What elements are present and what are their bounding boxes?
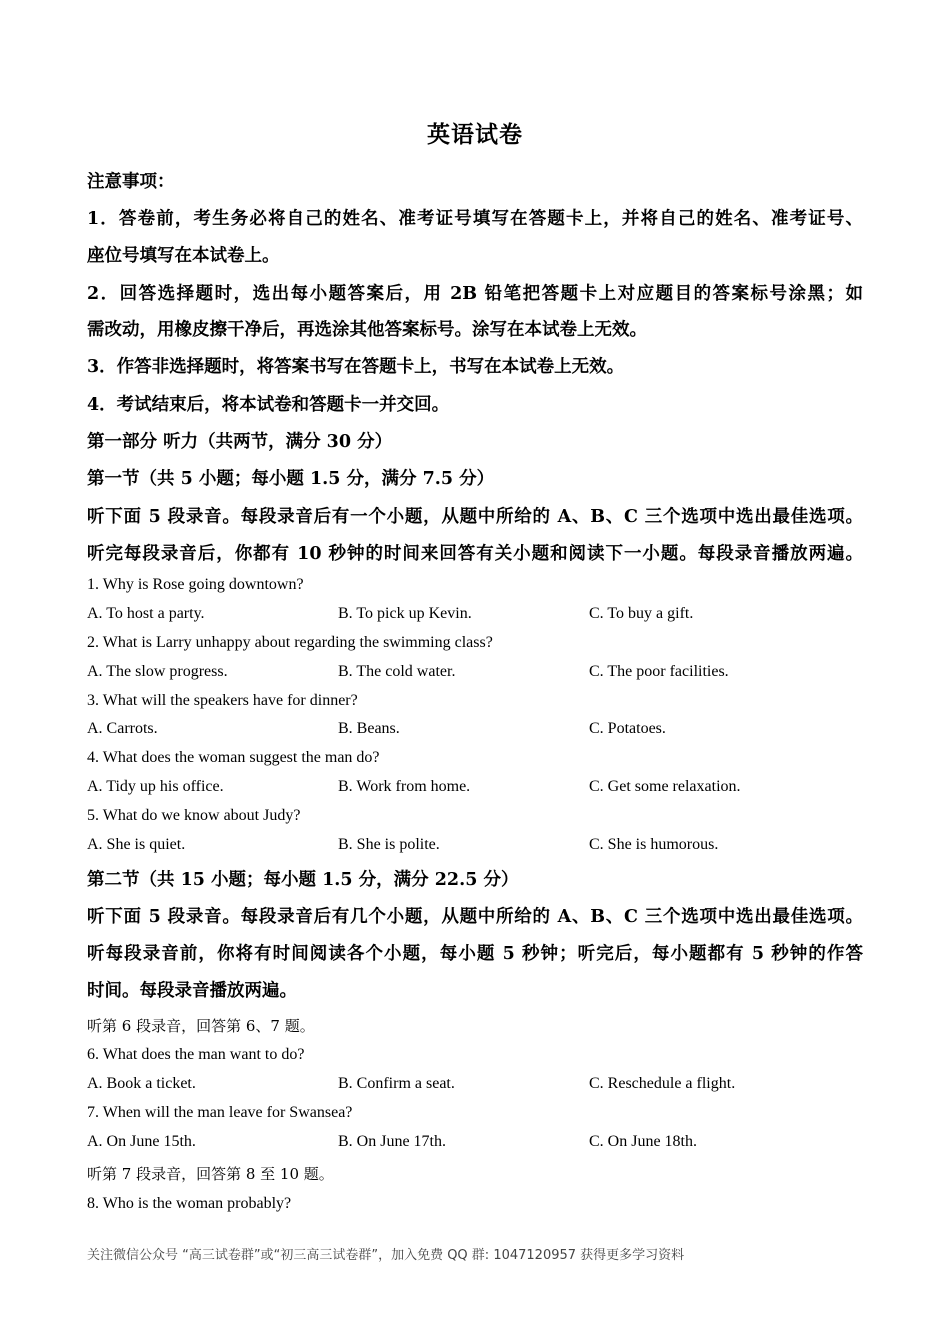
question-6-option-b: B. Confirm a seat. xyxy=(338,1075,455,1092)
question-7-option-b: B. On June 17th. xyxy=(338,1133,446,1150)
question-4: 4. What does the woman suggest the man do? xyxy=(87,749,380,766)
question-1-option-c: C. To buy a gift. xyxy=(589,605,694,622)
question-3-option-c: C. Potatoes. xyxy=(589,720,666,737)
question-1-option-a: A. To host a party. xyxy=(87,605,205,622)
question-1-option-b: B. To pick up Kevin. xyxy=(338,605,472,622)
section-2-heading: 第二节（共 15 小题；每小题 1.5 分，满分 22.5 分） xyxy=(87,870,519,890)
question-4-option-a: A. Tidy up his office. xyxy=(87,778,224,795)
section-1-instruction: 听下面 5 段录音。每段录音后有一个小题，从题中所给的 A、B、C 三个选项中选出最佳选项。 xyxy=(87,507,863,527)
notice-item-1: 1．答卷前，考生务必将自己的姓名、准考证号填写在答题卡上，并将自己的姓名、准考证号、 xyxy=(87,209,863,229)
part-1-heading: 第一部分 听力（共两节，满分 30 分） xyxy=(87,432,393,452)
exam-title: 英语试卷 xyxy=(427,121,523,148)
page-footer: 关注微信公众号 “高三试卷群”或“初三高三试卷群”，加入免费 QQ 群: 1047120957 获得更多学习资料 xyxy=(87,1248,685,1263)
question-3: 3. What will the speakers have for dinner? xyxy=(87,692,358,709)
question-6-option-c: C. Reschedule a flight. xyxy=(589,1075,736,1092)
question-3-option-a: A. Carrots. xyxy=(87,720,158,737)
question-1: 1. Why is Rose going downtown? xyxy=(87,576,304,593)
notice-heading: 注意事项： xyxy=(87,172,175,192)
section-1-instruction-cont: 听完每段录音后，你都有 10 秒钟的时间来回答有关小题和阅读下一小题。每段录音播放两遍。 xyxy=(87,544,863,564)
notice-item-1-cont: 座位号填写在本试卷上。 xyxy=(87,246,280,266)
audio-6-note: 听第 6 段录音，回答第 6、7 题。 xyxy=(87,1017,315,1035)
question-2: 2. What is Larry unhappy about regarding the swimming class? xyxy=(87,634,493,651)
question-2-option-c: C. The poor facilities. xyxy=(589,663,729,680)
question-2-option-b: B. The cold water. xyxy=(338,663,456,680)
question-8: 8. Who is the woman probably? xyxy=(87,1195,292,1212)
notice-item-3: 3．作答非选择题时，将答案书写在答题卡上，书写在本试卷上无效。 xyxy=(87,357,625,377)
question-7: 7. When will the man leave for Swansea? xyxy=(87,1104,353,1121)
audio-7-note: 听第 7 段录音，回答第 8 至 10 题。 xyxy=(87,1165,334,1183)
question-6-option-a: A. Book a ticket. xyxy=(87,1075,196,1092)
question-3-option-b: B. Beans. xyxy=(338,720,400,737)
notice-item-2: 2．回答选择题时，选出每小题答案后，用 2B 铅笔把答题卡上对应题目的答案标号涂黑；如 xyxy=(87,284,863,304)
question-7-option-a: A. On June 15th. xyxy=(87,1133,196,1150)
question-5: 5. What do we know about Judy? xyxy=(87,807,301,824)
question-2-option-a: A. The slow progress. xyxy=(87,663,228,680)
question-5-option-a: A. She is quiet. xyxy=(87,836,186,853)
question-7-option-c: C. On June 18th. xyxy=(589,1133,697,1150)
question-4-option-b: B. Work from home. xyxy=(338,778,471,795)
question-4-option-c: C. Get some relaxation. xyxy=(589,778,741,795)
notice-item-4: 4．考试结束后，将本试卷和答题卡一并交回。 xyxy=(87,395,450,415)
section-2-instruction-end: 时间。每段录音播放两遍。 xyxy=(87,981,297,1001)
section-2-instruction-cont: 听每段录音前，你将有时间阅读各个小题，每小题 5 秒钟；听完后，每小题都有 5 秒钟的作答 xyxy=(87,944,863,964)
question-6: 6. What does the man want to do? xyxy=(87,1046,305,1063)
section-1-heading: 第一节（共 5 小题；每小题 1.5 分，满分 7.5 分） xyxy=(87,469,495,489)
question-5-option-c: C. She is humorous. xyxy=(589,836,719,853)
section-2-instruction: 听下面 5 段录音。每段录音后有几个小题，从题中所给的 A、B、C 三个选项中选出最佳选项。 xyxy=(87,907,863,927)
question-5-option-b: B. She is polite. xyxy=(338,836,440,853)
notice-item-2-cont: 需改动，用橡皮擦干净后，再选涂其他答案标号。涂写在本试卷上无效。 xyxy=(87,320,647,340)
